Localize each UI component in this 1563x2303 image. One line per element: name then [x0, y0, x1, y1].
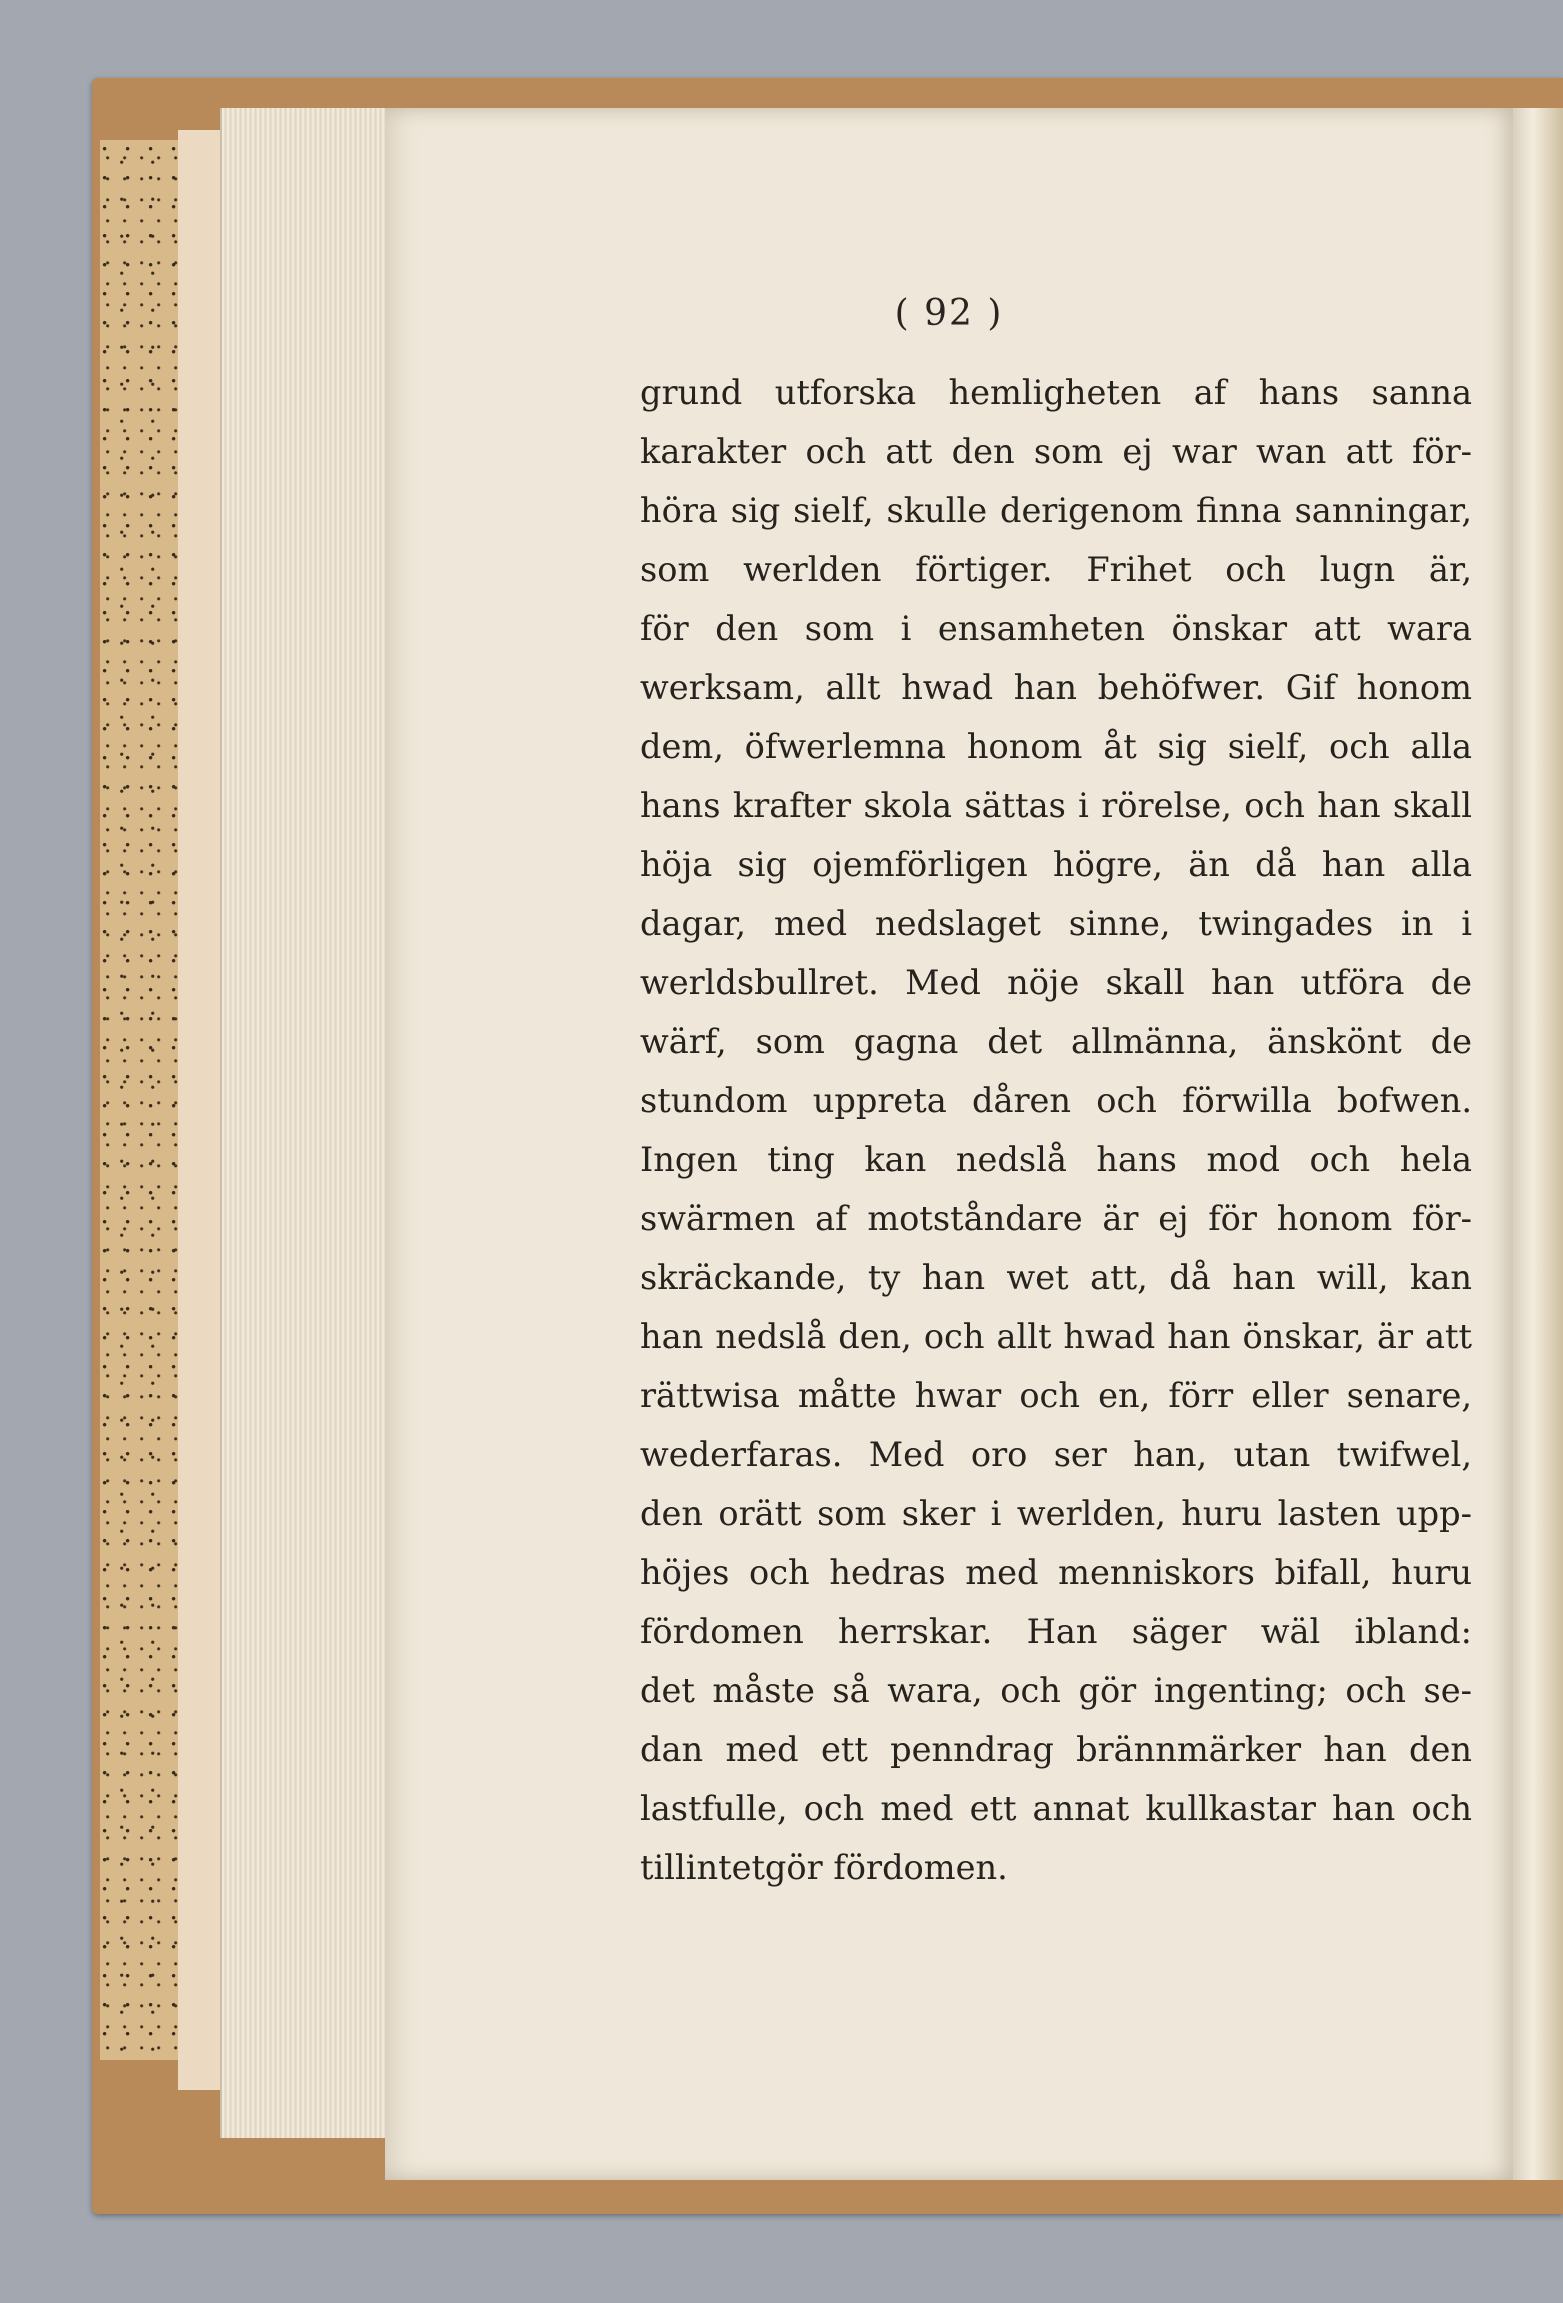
text-line: karakter och att den som ej war wan att för-	[640, 432, 1472, 471]
text-line: wederfaras. Med oro ser han, utan twifwel,	[640, 1435, 1472, 1474]
text-line: fördomen herrskar. Han säger wäl ibland:	[640, 1612, 1472, 1651]
page-number: ( 92 )	[894, 293, 1004, 334]
text-line: Ingen ting kan nedslå hans mod och hela	[640, 1140, 1472, 1179]
text-line: för den som i ensamheten önskar att wara	[640, 609, 1472, 648]
text-line: swärmen af motståndare är ej för honom för-	[640, 1199, 1472, 1238]
text-line: den orätt som sker i werlden, huru lasten upp-	[640, 1494, 1472, 1533]
text-line: höra sig sielf, skulle derigenom finna sanningar,	[640, 491, 1472, 530]
text-line: dagar, med nedslaget sinne, twingades in i	[640, 904, 1472, 943]
text-line: skräckande, ty han wet att, då han will, kan	[640, 1258, 1472, 1297]
text-line: werksam, allt hwad han behöfwer. Gif honom	[640, 668, 1472, 707]
page-stack-edge	[220, 108, 392, 2138]
page-text	[640, 363, 1472, 1897]
text-line: tillintetgör fördomen.	[640, 1848, 1008, 1887]
text-line: grund utforska hemligheten af hans sanna	[640, 373, 1472, 412]
page-gutter-edge	[1513, 108, 1563, 2180]
text-line: stundom uppreta dåren och förwilla bofwen.	[640, 1081, 1472, 1120]
text-line: werldsbullret. Med nöje skall han utföra de	[640, 963, 1472, 1002]
text-line: lastfulle, och med ett annat kullkastar han och	[640, 1789, 1472, 1828]
text-line: rättwisa måtte hwar och en, förr eller senare,	[640, 1376, 1472, 1415]
text-line: det måste så wara, och gör ingenting; och se-	[640, 1671, 1472, 1710]
text-line: höja sig ojemförligen högre, än då han alla	[640, 845, 1472, 884]
text-line: dan med ett penndrag brännmärker han den	[640, 1730, 1472, 1769]
text-line: som werlden förtiger. Frihet och lugn är,	[640, 550, 1472, 589]
text-line: dem, öfwerlemna honom åt sig sielf, och alla	[640, 727, 1472, 766]
text-line: hans krafter skola sättas i rörelse, och han skall	[640, 786, 1472, 825]
text-line: han nedslå den, och allt hwad han önskar, är att	[640, 1317, 1472, 1356]
text-line: wärf, som gagna det allmänna, änskönt de	[640, 1022, 1472, 1061]
text-line: höjes och hedras med menniskors bifall, huru	[640, 1553, 1472, 1592]
book-page	[385, 108, 1513, 2180]
